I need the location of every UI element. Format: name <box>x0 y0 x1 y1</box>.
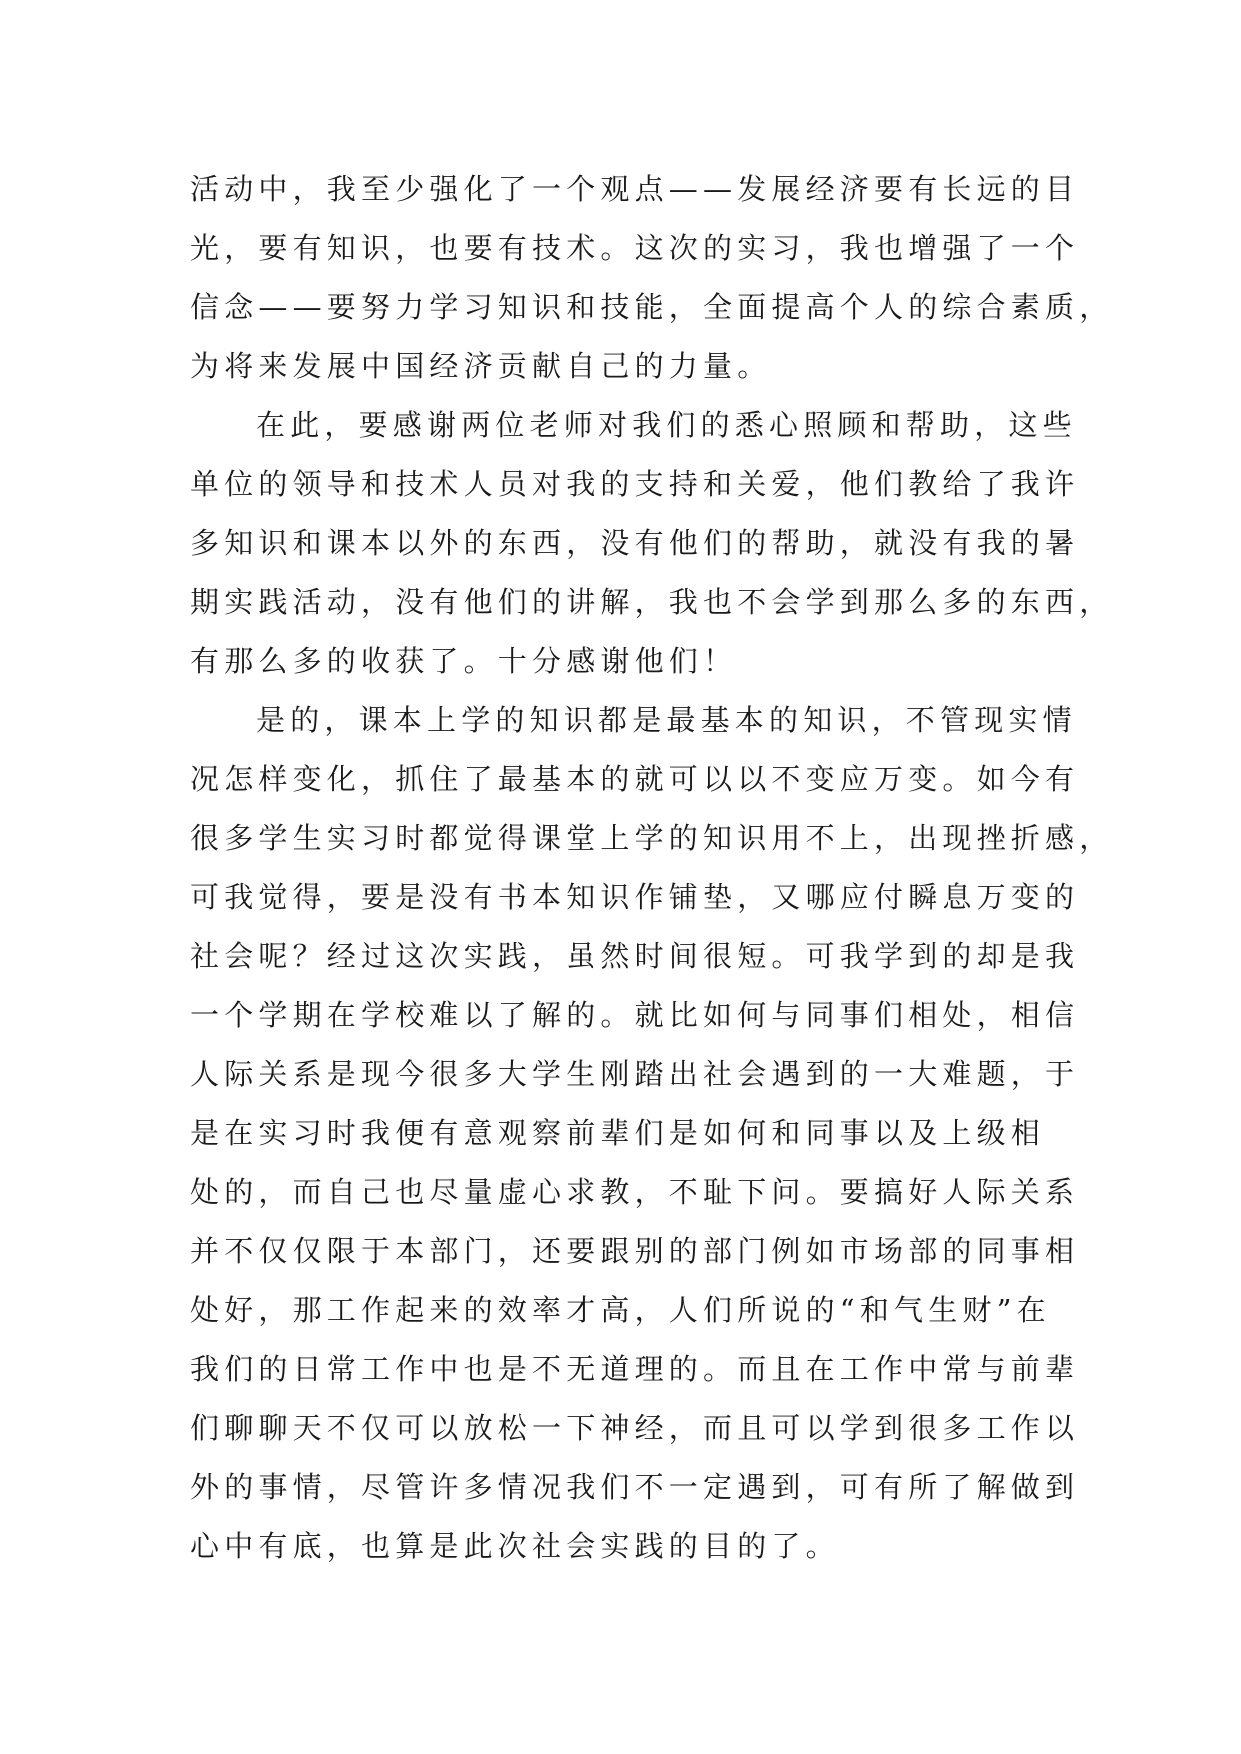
text-line: 期实践活动，没有他们的讲解，我也不会学到那么多的东西， <box>190 585 1114 619</box>
text-line: 我们的日常工作中也是不无道理的。而且在工作中常与前辈 <box>190 1352 1080 1386</box>
text-line: 是在实习时我便有意观察前辈们是如何和同事以及上级相 <box>190 1116 1046 1150</box>
paragraph-start-line: 是的，课本上学的知识都是最基本的知识，不管现实情 <box>256 703 1077 737</box>
body-text <box>190 160 1114 1576</box>
paragraph-start-line: 在此，要感谢两位老师对我们的悉心照顾和帮助，这些 <box>256 408 1077 442</box>
text-line: 可我觉得，要是没有书本知识作铺垫，又哪应付瞬息万变的 <box>190 880 1080 914</box>
text-line: 光，要有知识，也要有技术。这次的实习，我也增强了一个 <box>190 231 1080 265</box>
text-line: 为将来发展中国经济贡献自己的力量。 <box>190 349 772 383</box>
text-line: 外的事情，尽管许多情况我们不一定遇到，可有所了解做到 <box>190 1470 1080 1504</box>
text-line: 很多学生实习时都觉得课堂上学的知识用不上，出现挫折感， <box>190 821 1114 855</box>
text-line: 单位的领导和技术人员对我的支持和关爱，他们教给了我许 <box>190 467 1080 501</box>
text-line: 有那么多的收获了。十分感谢他们！ <box>190 644 738 678</box>
text-line: 活动中，我至少强化了一个观点——发展经济要有长远的目 <box>190 172 1080 206</box>
text-line: 人际关系是现今很多大学生刚踏出社会遇到的一大难题，于 <box>190 1057 1080 1091</box>
text-line: 社会呢？经过这次实践，虽然时间很短。可我学到的却是我 <box>190 939 1080 973</box>
text-line: 处好，那工作起来的效率才高，人们所说的“和气生财”在 <box>190 1293 1051 1327</box>
text-line: 况怎样变化，抓住了最基本的就可以以不变应万变。如今有 <box>190 762 1080 796</box>
text-line: 多知识和课本以外的东西，没有他们的帮助，就没有我的暑 <box>190 526 1080 560</box>
text-line: 心中有底，也算是此次社会实践的目的了。 <box>190 1529 840 1563</box>
text-line: 处的，而自己也尽量虚心求教，不耻下问。要搞好人际关系 <box>190 1175 1080 1209</box>
text-line: 信念——要努力学习知识和技能，全面提高个人的综合素质， <box>190 290 1114 324</box>
text-line: 一个学期在学校难以了解的。就比如何与同事们相处，相信 <box>190 998 1080 1032</box>
text-line: 们聊聊天不仅可以放松一下神经，而且可以学到很多工作以 <box>190 1411 1080 1445</box>
text-line: 并不仅仅限于本部门，还要跟别的部门例如市场部的同事相 <box>190 1234 1080 1268</box>
